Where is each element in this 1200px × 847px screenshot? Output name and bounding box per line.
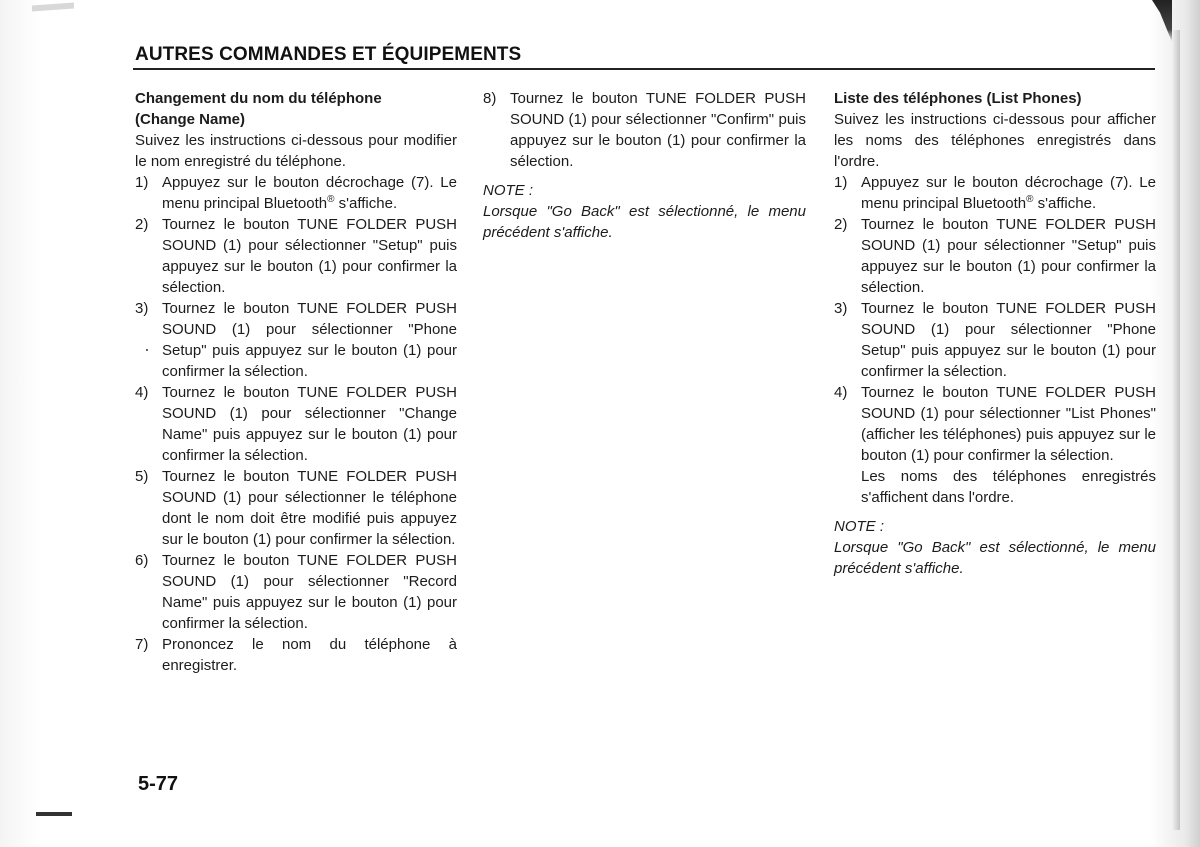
step-text: Tournez le bouton TUNE FOLDER PUSH SOUND (1) pour sélectionner "Setup" puis appuyez sur le bouton (1) pour confirmer la sélection.: [162, 216, 457, 296]
list-phones-heading: Liste des téléphones (List Phones): [834, 90, 1082, 107]
step-text: Tournez le bouton TUNE FOLDER PUSH SOUND (1) pour sélectionner "Setup" puis appuyez sur le bouton (1) pour confirmer la sélection.: [861, 216, 1156, 296]
step-text-end: s'affiche.: [1033, 195, 1097, 212]
list-item: [135, 214, 457, 298]
step-text-end: s'affiche.: [334, 195, 398, 212]
page-corner-shadow: [32, 3, 74, 12]
step-number: 1): [834, 174, 848, 191]
note-label: NOTE :: [834, 518, 885, 535]
step-number: 4): [834, 384, 848, 401]
header-rule: [133, 68, 1155, 70]
registered-mark: ®: [1026, 194, 1034, 205]
registered-mark: ®: [327, 194, 335, 205]
list-item: [834, 214, 1156, 298]
change-name-steps-continued: [483, 88, 806, 172]
step-text: Tournez le bouton TUNE FOLDER PUSH SOUND (1) pour sélectionner "Change Name" puis appuyez sur le bouton (1) pour confirmer la sélection.: [162, 384, 457, 464]
list-item: [135, 634, 457, 676]
step-extra-text: Les noms des téléphones enregistrés s'affichent dans l'ordre.: [861, 468, 1156, 506]
step-text: Tournez le bouton TUNE FOLDER PUSH SOUND (1) pour sélectionner le téléphone dont le nom doit être modifié puis appuyez sur le bouton (1) pour confirmer la sélection.: [162, 468, 457, 548]
step-text: Tournez le bouton TUNE FOLDER PUSH SOUND (1) pour sélectionner "Record Name" puis appuyez sur le bouton (1) pour confirmer la sélection.: [162, 552, 457, 632]
list-item: [135, 466, 457, 550]
step-number: 1): [135, 174, 149, 191]
step-text: Tournez le bouton TUNE FOLDER PUSH SOUND (1) pour sélectionner "Confirm" puis appuyez sur le bouton (1) pour confirmer la sélection.: [510, 90, 806, 170]
section-title: AUTRES COMMANDES ET ÉQUIPEMENTS: [135, 44, 522, 65]
list-item: [483, 88, 806, 172]
step-number: 7): [135, 636, 149, 653]
column-list-phones: [834, 88, 1156, 579]
change-name-heading-line1: Changement du nom du téléphone: [135, 90, 382, 107]
step-text: Prononcez le nom du téléphone à enregistrer.: [162, 636, 457, 674]
list-item: [135, 298, 457, 382]
change-name-heading: [135, 88, 457, 130]
step-text: Tournez le bouton TUNE FOLDER PUSH SOUND (1) pour sélectionner "Phone Setup" puis appuyez sur le bouton (1) pour confirmer la sélection.: [861, 300, 1156, 380]
note-text: Lorsque "Go Back" est sélectionné, le menu précédent s'affiche.: [483, 203, 806, 241]
step-number: 6): [135, 552, 149, 569]
list-item: [834, 382, 1156, 508]
page-number: 5-77: [138, 773, 179, 795]
list-item: [834, 172, 1156, 214]
column-change-name: [135, 88, 457, 676]
step-text: Tournez le bouton TUNE FOLDER PUSH SOUND (1) pour sélectionner "List Phones" (afficher les téléphones) puis appuyez sur le bouton (1) pour confirmer la sélection.: [861, 384, 1156, 464]
page-edge-mark: [36, 812, 72, 816]
page-edge-shadow: [1172, 30, 1180, 830]
step-number: 2): [834, 216, 848, 233]
change-name-steps: [135, 172, 457, 676]
column-continuation: [483, 88, 806, 243]
step-number: 2): [135, 216, 149, 233]
note-label: NOTE :: [483, 182, 534, 199]
page-corner-fold: [1152, 0, 1172, 42]
list-item: [135, 172, 457, 214]
list-item: [135, 382, 457, 466]
list-item: [135, 550, 457, 634]
step-number: 4): [135, 384, 149, 401]
step-text: Appuyez sur le bouton décrochage (7). Le menu principal Bluetooth: [162, 174, 457, 212]
change-name-heading-line2: (Change Name): [135, 111, 246, 128]
list-item: [834, 298, 1156, 382]
list-phones-intro: Suivez les instructions ci-dessous pour afficher les noms des téléphones enregistrés dans l'ordre.: [834, 111, 1156, 170]
step-text: Appuyez sur le bouton décrochage (7). Le menu principal Bluetooth: [861, 174, 1156, 212]
change-name-intro: Suivez les instructions ci-dessous pour modifier le nom enregistré du téléphone.: [135, 132, 457, 170]
step-number: 5): [135, 468, 149, 485]
step-text: Tournez le bouton TUNE FOLDER PUSH SOUND (1) pour sélectionner "Phone Setup" puis appuyez sur le bouton (1) pour confirmer la sélection.: [162, 300, 457, 380]
list-phones-steps: [834, 172, 1156, 508]
step-number: 3): [135, 300, 149, 317]
step-number: 3): [834, 300, 848, 317]
step-number: 8): [483, 90, 497, 107]
note-text: Lorsque "Go Back" est sélectionné, le menu précédent s'affiche.: [834, 539, 1156, 577]
